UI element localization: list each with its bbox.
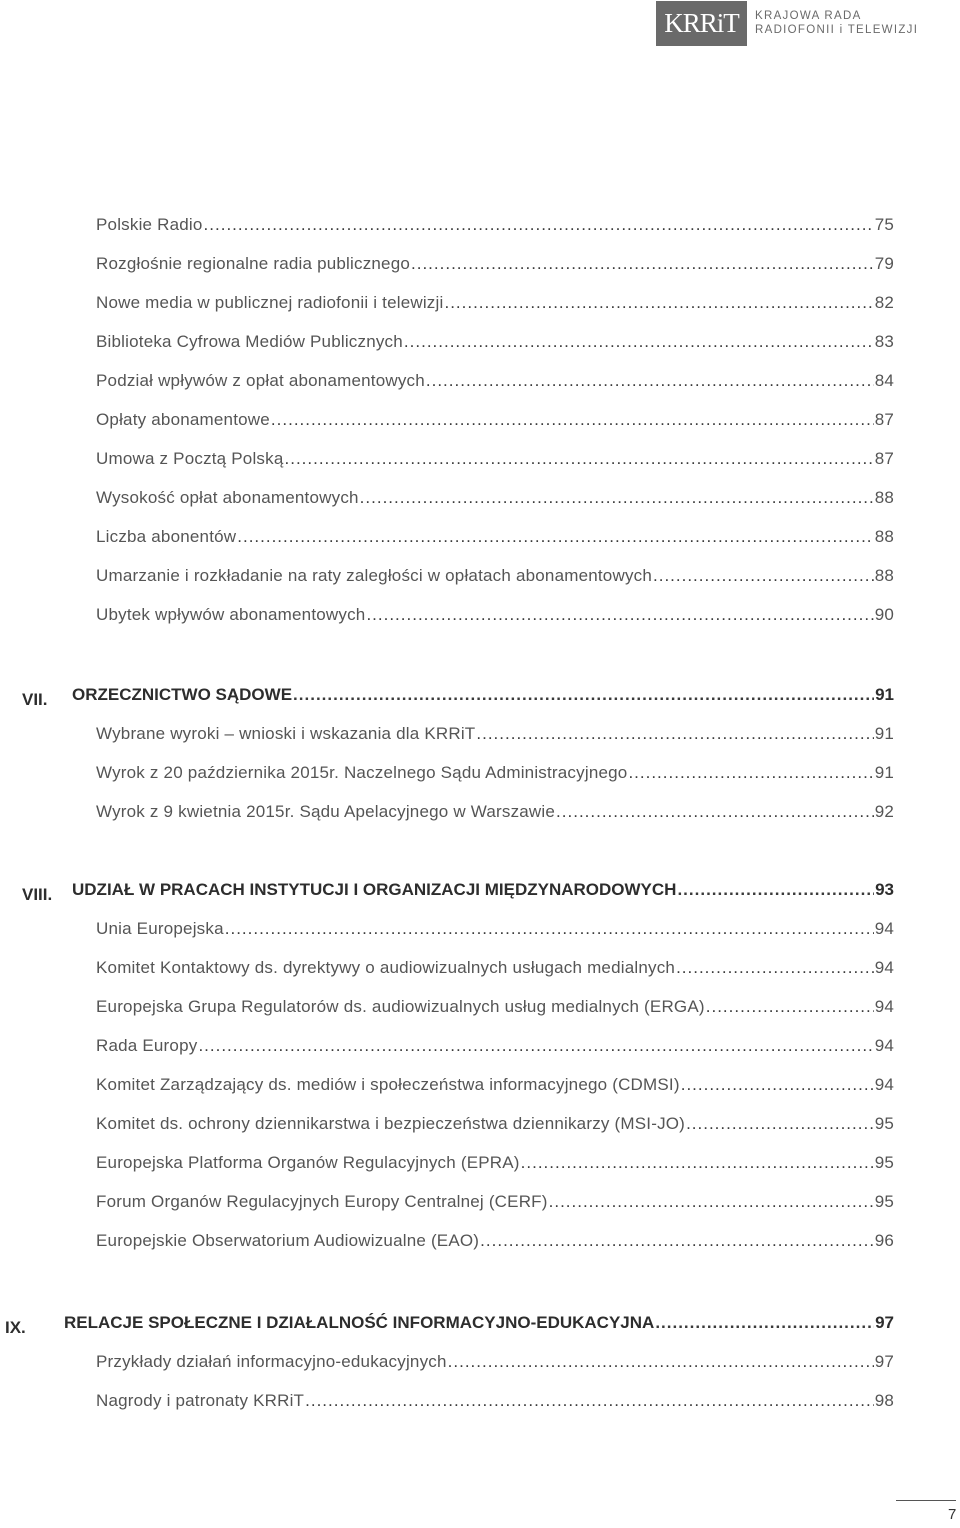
toc-entry[interactable] [96, 1036, 894, 1066]
toc-entry[interactable] [96, 1192, 894, 1222]
toc-entry[interactable] [96, 724, 894, 754]
logo-line-1: KRAJOWA RADA [755, 10, 862, 22]
toc-entry-title: Komitet ds. ochrony dziennikarstwa i bezpieczeństwa dziennikarzy (MSI-JO) [96, 1114, 686, 1133]
toc-entry-page: 87 [874, 410, 894, 429]
toc-entry-page: 95 [874, 1153, 894, 1172]
toc-entry[interactable] [96, 371, 894, 401]
toc-entry-page: 88 [874, 488, 894, 507]
dot-leader [404, 332, 874, 352]
dot-leader [628, 763, 873, 783]
toc-entry-page: 94 [874, 958, 894, 977]
toc-entry[interactable] [96, 449, 894, 479]
logo-line-2: RADIOFONII i TELEWIZJI [755, 24, 919, 36]
toc-entry-page: 83 [874, 332, 894, 351]
toc-entry-page: 91 [874, 724, 894, 743]
page-number: 7 [948, 1506, 957, 1523]
section-heading-row[interactable] [72, 880, 894, 910]
toc-entry[interactable] [96, 332, 894, 362]
toc-entry[interactable] [96, 293, 894, 323]
toc-entry-page: 97 [875, 1313, 894, 1332]
toc-entry-page: 94 [874, 1075, 894, 1094]
logo-mark: KRRiT [656, 1, 747, 46]
toc-entry-page: 90 [874, 605, 894, 624]
toc-entry-title: Liczba abonentów [96, 527, 237, 546]
dot-leader [653, 566, 874, 586]
dot-leader [677, 880, 874, 900]
dot-leader [204, 215, 874, 235]
dot-leader [198, 1036, 873, 1056]
toc-entry-title: Europejska Platforma Organów Regulacyjnych (EPRA) [96, 1153, 520, 1172]
toc-entry-page: 94 [874, 1036, 894, 1055]
toc-entry-page: 82 [874, 293, 894, 312]
toc-entry-page: 95 [874, 1114, 894, 1133]
dot-leader [706, 997, 874, 1017]
toc-entry[interactable] [96, 1114, 894, 1144]
toc-entry-page: 87 [874, 449, 894, 468]
toc-entry[interactable] [96, 1352, 894, 1382]
toc-entry-title: Komitet Kontaktowy ds. dyrektywy o audiowizualnych usługach medialnych [96, 958, 676, 977]
toc-entry[interactable] [96, 802, 894, 832]
dot-leader [366, 605, 873, 625]
toc-entry[interactable] [96, 763, 894, 793]
toc-entry-title: Biblioteka Cyfrowa Mediów Publicznych [96, 332, 403, 351]
dot-leader [293, 685, 874, 705]
toc-entry[interactable] [96, 1231, 894, 1261]
toc-entry-page: 91 [875, 685, 894, 704]
krrit-logo [656, 0, 960, 46]
toc-entry-title: UDZIAŁ W PRACACH INSTYTUCJI I ORGANIZACJI MIĘDZYNARODOWYCH [72, 880, 677, 899]
dot-leader [237, 527, 873, 547]
toc-entry-page: 91 [874, 763, 894, 782]
toc-entry[interactable] [96, 215, 894, 245]
dot-leader [480, 1231, 874, 1251]
section-number: VII. [22, 690, 48, 709]
dot-leader [225, 919, 874, 939]
dot-leader [448, 1352, 874, 1372]
dot-leader [426, 371, 874, 391]
toc-entry-title: Wyrok z 9 kwietnia 2015r. Sądu Apelacyjnego w Warszawie [96, 802, 556, 821]
toc-entry-title: Podział wpływów z opłat abonamentowych [96, 371, 425, 390]
toc-entry-title: Europejskie Obserwatorium Audiowizualne (EAO) [96, 1231, 480, 1250]
section-number: IX. [5, 1318, 26, 1337]
dot-leader [305, 1391, 874, 1411]
toc-entry-title: Polskie Radio [96, 215, 203, 234]
toc-entry-title: Opłaty abonamentowe [96, 410, 270, 429]
toc-entry-title: Umarzanie i rozkładanie na raty zaległości w opłatach abonamentowych [96, 566, 652, 585]
dot-leader [285, 449, 874, 469]
footer-rule [896, 1500, 956, 1501]
toc-entry[interactable] [96, 1391, 894, 1421]
toc-entry-title: Europejska Grupa Regulatorów ds. audiowizualnych usług medialnych (ERGA) [96, 997, 705, 1016]
dot-leader [655, 1313, 874, 1333]
toc-entry-page: 92 [874, 802, 894, 821]
toc-entry-title: Komitet Zarządzający ds. mediów i społeczeństwa informacyjnego (CDMSI) [96, 1075, 680, 1094]
toc-entry-title: Nowe media w publicznej radiofonii i telewizji [96, 293, 444, 312]
toc-entry[interactable] [96, 410, 894, 440]
dot-leader [681, 1075, 874, 1095]
toc-entry-title: Wyrok z 20 października 2015r. Naczelnego Sądu Administracyjnego [96, 763, 628, 782]
toc-entry-title: Wysokość opłat abonamentowych [96, 488, 359, 507]
toc-entry-title: Przykłady działań informacyjno-edukacyjnych [96, 1352, 447, 1371]
toc-entry-title: RELACJE SPOŁECZNE I DZIAŁALNOŚĆ INFORMACYJNO-EDUKACYJNA [64, 1313, 655, 1332]
dot-leader [556, 802, 874, 822]
toc-entry-title: Unia Europejska [96, 919, 224, 938]
toc-entry-title: ORZECZNICTWO SĄDOWE [72, 685, 293, 704]
toc-entry[interactable] [96, 527, 894, 557]
section-heading-row[interactable] [64, 1313, 894, 1343]
toc-entry-page: 88 [874, 566, 894, 585]
section-heading-row[interactable] [72, 685, 894, 715]
toc-entry[interactable] [96, 488, 894, 518]
logo-text [755, 9, 918, 37]
toc-entry[interactable] [96, 919, 894, 949]
toc-entry-page: 75 [874, 215, 894, 234]
dot-leader [271, 410, 874, 430]
toc-entry-page: 84 [874, 371, 894, 390]
toc-entry[interactable] [96, 605, 894, 635]
toc-entry-page: 93 [875, 880, 894, 899]
toc-entry-page: 79 [874, 254, 894, 273]
toc-entry[interactable] [96, 997, 894, 1027]
toc-entry-page: 97 [874, 1352, 894, 1371]
dot-leader [476, 724, 873, 744]
toc-entry-page: 98 [874, 1391, 894, 1410]
toc-entry-page: 95 [874, 1192, 894, 1211]
dot-leader [411, 254, 874, 274]
toc-entry-title: Ubytek wpływów abonamentowych [96, 605, 366, 624]
toc-entry-title: Nagrody i patronaty KRRiT [96, 1391, 305, 1410]
toc-entry[interactable] [96, 566, 894, 596]
toc-entry-title: Rada Europy [96, 1036, 198, 1055]
toc-entry-title: Rozgłośnie regionalne radia publicznego [96, 254, 411, 273]
toc-entry[interactable] [96, 1153, 894, 1183]
toc-entry-title: Umowa z Pocztą Polską [96, 449, 284, 468]
toc-entry[interactable] [96, 1075, 894, 1105]
toc-entry[interactable] [96, 958, 894, 988]
dot-leader [686, 1114, 874, 1134]
dot-leader [549, 1192, 874, 1212]
toc-entry-title: Forum Organów Regulacyjnych Europy Centralnej (CERF) [96, 1192, 548, 1211]
dot-leader [360, 488, 874, 508]
toc-entry-page: 94 [874, 919, 894, 938]
section-number: VIII. [22, 885, 53, 904]
toc-entry-page: 96 [874, 1231, 894, 1250]
toc-entry-page: 88 [874, 527, 894, 546]
dot-leader [521, 1153, 874, 1173]
dot-leader [676, 958, 874, 978]
dot-leader [444, 293, 873, 313]
toc-entry[interactable] [96, 254, 894, 284]
toc-entry-title: Wybrane wyroki – wnioski i wskazania dla KRRiT [96, 724, 476, 743]
toc-entry-page: 94 [874, 997, 894, 1016]
